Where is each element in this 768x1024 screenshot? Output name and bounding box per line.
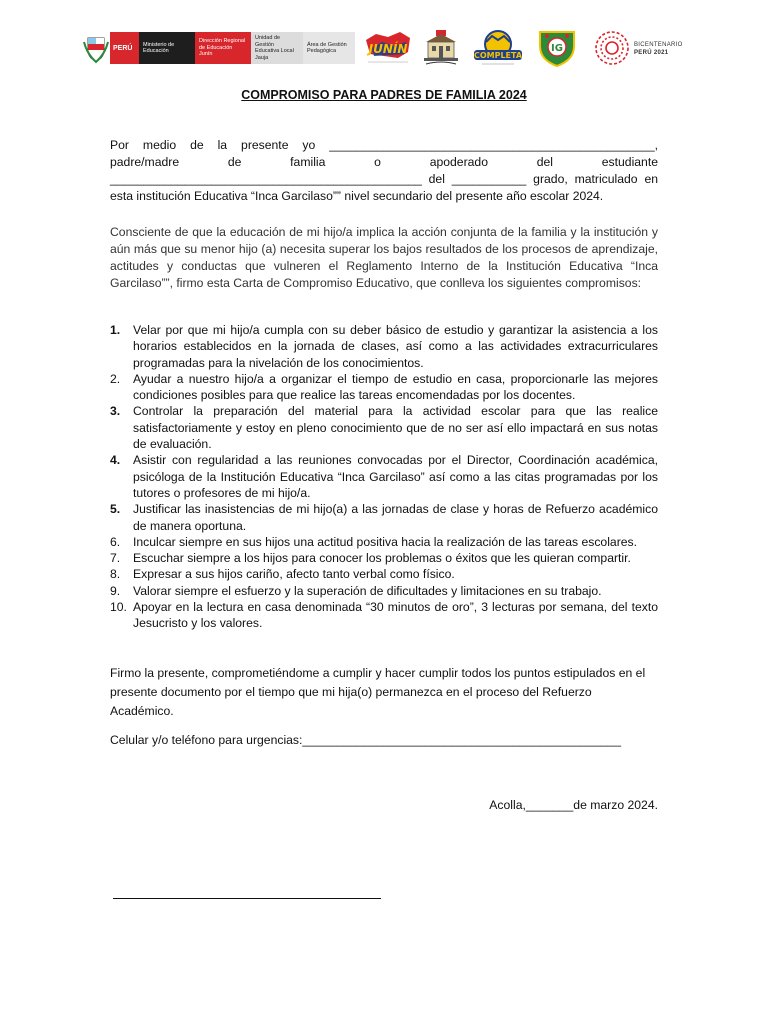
item-text: Justificar las inasistencias de mi hijo(a) a las jornadas de clase y horas de Refuerzo académico de manera oportuna. [133, 502, 658, 533]
bicentennial-label [634, 41, 683, 57]
intro-paragraph: Por medio de la presente yo ________________________________________________, padre/madre de familia o apoderado del estudiante ______________________________________________ del ___________ grado, matriculado en esta institución Educativa “Inca Garcilaso”” nivel secundario del presente año escolar 2024. [110, 138, 658, 203]
document-title: COMPROMISO PARA PADRES DE FAMILIA 2024 [241, 88, 527, 102]
item-text: Apoyar en la lectura en casa denominada “30 minutos de oro”, 3 lecturas por semana, del texto Jesucristo y los valores. [133, 600, 658, 631]
item-text: Inculcar siempre en sus hijos una actitud positiva hacia la realización de las tareas escolares. [133, 534, 638, 549]
item-number: 3. [110, 404, 121, 419]
area-label: Área de Gestión Pedagógica [303, 32, 355, 64]
peru-shield-icon [82, 32, 110, 64]
item-number: 6. [110, 534, 121, 549]
item-text: Valorar siempre el esfuerzo y la superación de dificultades y limitaciones en su trabajo. [133, 583, 602, 598]
signature-line [113, 898, 381, 899]
closing-paragraph: Firmo la presente, comprometiéndome a cumplir y hacer cumplir todos los puntos estipulados en el presente documento por el tiempo que mi hija(o) permanezca en el proceso del Refuerzo Académico. [110, 666, 646, 718]
list-item [110, 583, 658, 599]
item-text: Velar por que mi hijo/a cumpla con su deber básico de estudio y garantizar la asistencia a los horarios establecidos en la jornada de clases, así como a las actividades extracurriculares programadas para la nivelación de los conocimientos. [133, 323, 658, 370]
list-item [110, 550, 658, 566]
peru-label: PERÚ [110, 32, 139, 64]
junin-logo [362, 28, 414, 68]
school-building-icon [420, 28, 462, 68]
item-number: 1. [110, 323, 121, 337]
item-number: 7. [110, 551, 121, 566]
item-number: 10. [110, 600, 127, 615]
item-number: 5. [110, 502, 121, 517]
date-line: Acolla,_______de marzo 2024. [489, 798, 658, 812]
list-item [110, 322, 658, 371]
junin-logo-text: JUNÍN [368, 42, 408, 56]
bicentennial-line2: PERÚ 2021 [634, 50, 669, 56]
list-item [110, 534, 658, 550]
completa-logo-text: COMPLETA [473, 51, 523, 60]
completa-logo [468, 28, 528, 68]
item-text: Asistir con regularidad a las reuniones convocadas por el Director, Coordinación académica, psicóloga de la Institución Educativa “Inca Garcilaso” así como a las citas programadas por los tutores o profesores de mi hijo/a. [133, 453, 658, 500]
school-crest-icon [534, 28, 580, 68]
list-item [110, 566, 658, 582]
item-text: Escuchar siempre a los hijos para conocer los problemas o éxitos que les quieran compartir. [133, 551, 631, 566]
context-paragraph: Consciente de que la educación de mi hijo/a implica la acción conjunta de la familia y la institución y aún más que su menor hijo (a) necesita superar los bajos resultados de los procesos de aprendizaje, actitudes y conductas que vulneren el Reglamento Interno de la Institución Educativa “Inca Garcilaso””, firmo esta Carta de Compromiso Educativo, que conlleva los siguientes compromisos: [110, 225, 658, 290]
item-text: Expresar a sus hijos cariño, afecto tanto verbal como físico. [133, 567, 455, 582]
item-number: 8. [110, 567, 121, 582]
item-number: 2. [110, 371, 121, 386]
dre-label: Dirección Regional de Educación Junín [195, 32, 251, 64]
crest-text: IG [551, 43, 563, 54]
bicentennial-icon [592, 28, 632, 68]
item-text: Controlar la preparación del material para la actividad escolar para que las realice satisfactoriamente y estoy en pleno conocimiento que de no ser así ello impactará en sus notas de evaluación. [133, 404, 658, 452]
header-logos [82, 28, 694, 70]
list-item [110, 371, 658, 404]
item-number: 9. [110, 583, 121, 598]
emergency-phone-field: Celular y/o teléfono para urgencias:_______________________________________________ [110, 733, 621, 747]
list-item [110, 403, 658, 452]
list-item [110, 599, 658, 632]
item-text: Ayudar a nuestro hijo/a a organizar el tiempo de estudio en casa, proporcionarle las mejores condiciones posibles para que realice las tareas encomendadas por los docentes. [133, 371, 658, 403]
ministry-label: Ministerio de Educación [139, 32, 195, 64]
government-banner [82, 32, 355, 64]
ugel-label: Unidad de Gestión Educativa Local Jauja [251, 32, 303, 64]
list-item [110, 452, 658, 501]
bicentennial-line1: BICENTENARIO [634, 42, 683, 48]
item-number: 4. [110, 453, 121, 468]
commitments-list [110, 322, 658, 632]
list-item [110, 501, 658, 534]
